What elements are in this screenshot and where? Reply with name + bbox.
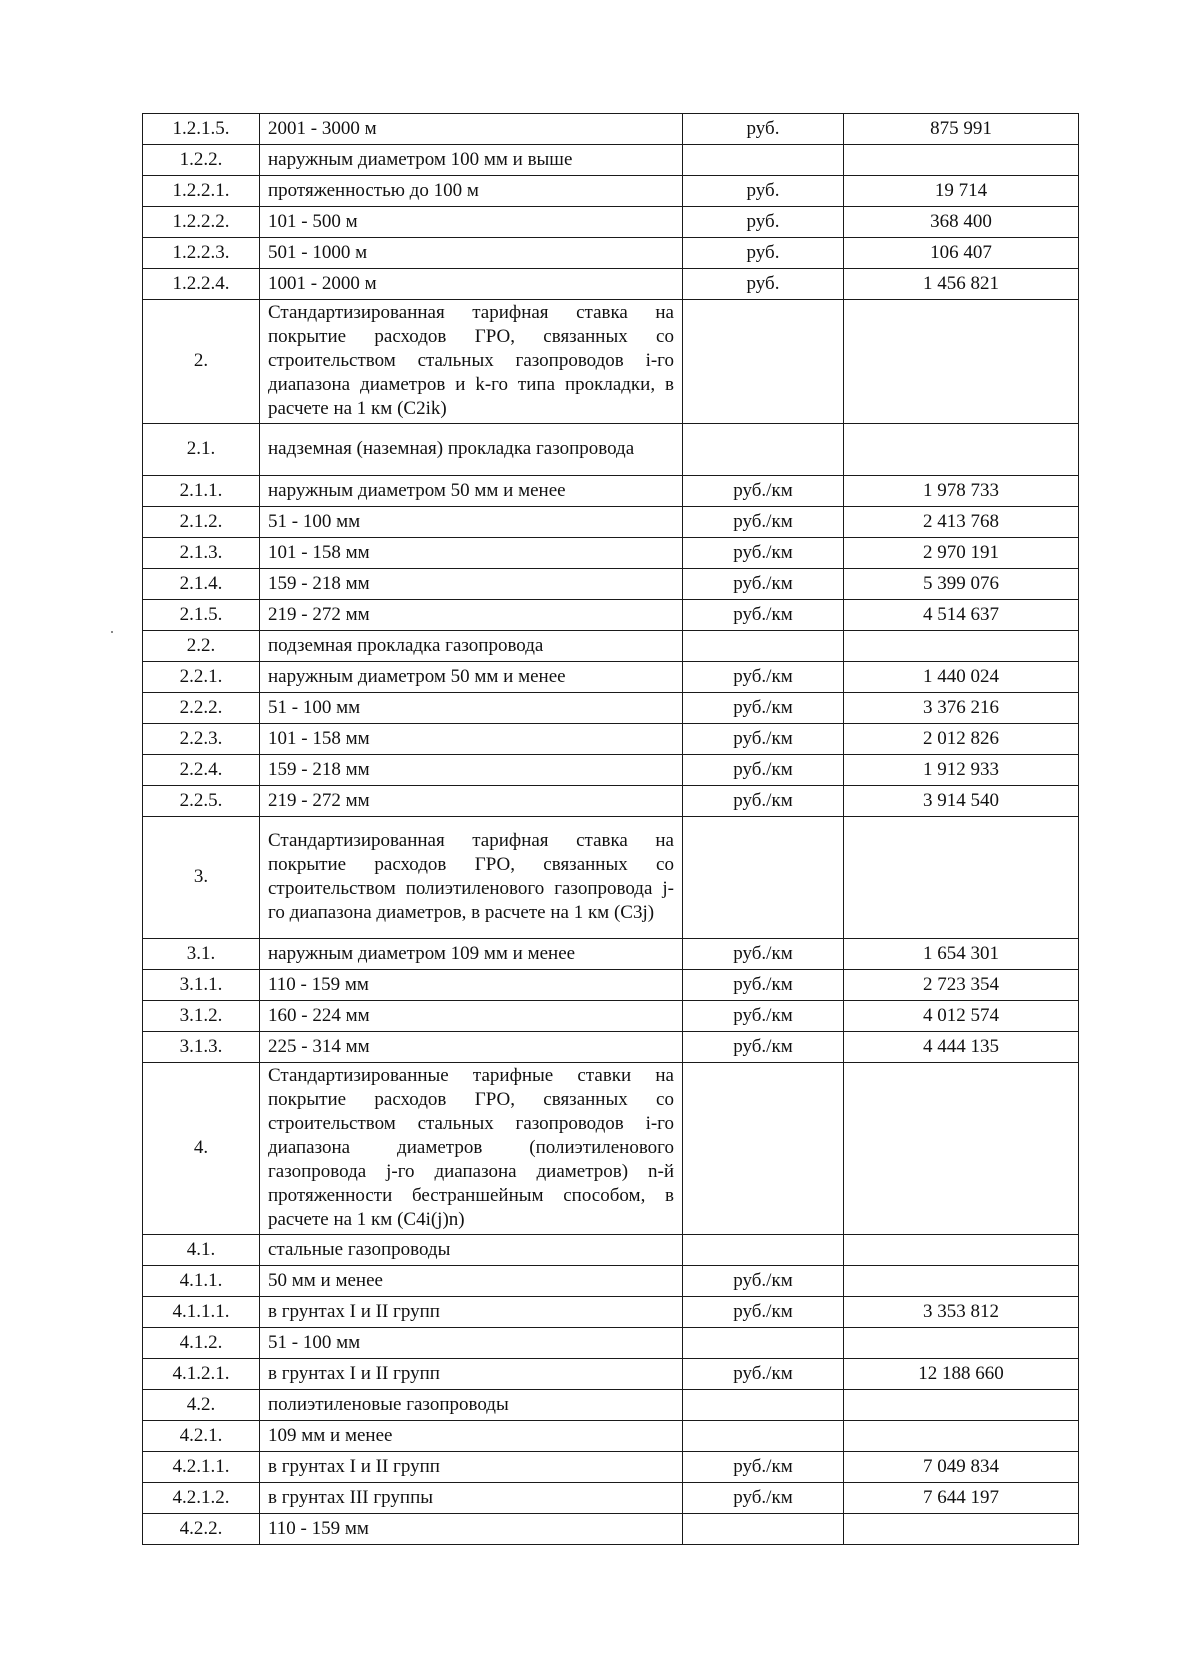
table-row bbox=[143, 1421, 1079, 1452]
row-value bbox=[844, 424, 1079, 476]
row-number: 4.2. bbox=[143, 1390, 260, 1421]
row-unit: руб. bbox=[683, 207, 844, 238]
row-value: 7 644 197 bbox=[844, 1483, 1079, 1514]
row-unit bbox=[683, 300, 844, 424]
row-unit bbox=[683, 1390, 844, 1421]
row-value: 3 376 216 bbox=[844, 693, 1079, 724]
row-description: 110 - 159 мм bbox=[260, 1514, 683, 1545]
row-description: 2001 - 3000 м bbox=[260, 114, 683, 145]
row-number: 2.1.5. bbox=[143, 600, 260, 631]
row-number: 3.1.2. bbox=[143, 1001, 260, 1032]
row-value: 3 353 812 bbox=[844, 1297, 1079, 1328]
row-value bbox=[844, 631, 1079, 662]
row-unit: руб./км bbox=[683, 939, 844, 970]
table-row bbox=[143, 1001, 1079, 1032]
tariff-rates-table bbox=[142, 113, 1079, 1545]
table-row bbox=[143, 817, 1079, 939]
row-unit: руб. bbox=[683, 114, 844, 145]
table-row bbox=[143, 939, 1079, 970]
row-value bbox=[844, 1266, 1079, 1297]
row-description: 101 - 500 м bbox=[260, 207, 683, 238]
row-description: 159 - 218 мм bbox=[260, 755, 683, 786]
row-description: 51 - 100 мм bbox=[260, 693, 683, 724]
row-value: 12 188 660 bbox=[844, 1359, 1079, 1390]
row-description: Стандартизированная тарифная ставка на покрытие расходов ГРО, связанных со строительством стальных газопроводов i-го диапазона диаметров и k-го типа прокладки, в расчете на 1 км (C2ik) bbox=[260, 300, 683, 424]
row-value bbox=[844, 145, 1079, 176]
row-value: 19 714 bbox=[844, 176, 1079, 207]
row-value bbox=[844, 1390, 1079, 1421]
row-number: 1.2.2.2. bbox=[143, 207, 260, 238]
row-unit: руб./км bbox=[683, 1001, 844, 1032]
row-description: наружным диаметром 50 мм и менее bbox=[260, 662, 683, 693]
row-unit: руб./км bbox=[683, 662, 844, 693]
row-description: 160 - 224 мм bbox=[260, 1001, 683, 1032]
row-description: надземная (наземная) прокладка газопровода bbox=[260, 424, 683, 476]
row-value: 3 914 540 bbox=[844, 786, 1079, 817]
row-unit: руб./км bbox=[683, 1483, 844, 1514]
row-number: 4. bbox=[143, 1063, 260, 1235]
row-number: 1.2.2.4. bbox=[143, 269, 260, 300]
row-unit: руб. bbox=[683, 269, 844, 300]
table-row bbox=[143, 1390, 1079, 1421]
table-row bbox=[143, 176, 1079, 207]
table-row bbox=[143, 1514, 1079, 1545]
row-unit: руб./км bbox=[683, 693, 844, 724]
row-unit: руб./км bbox=[683, 1359, 844, 1390]
row-value: 1 978 733 bbox=[844, 476, 1079, 507]
table-row bbox=[143, 1235, 1079, 1266]
table-row bbox=[143, 1063, 1079, 1235]
row-unit: руб./км bbox=[683, 1297, 844, 1328]
row-unit: руб./км bbox=[683, 476, 844, 507]
row-unit: руб./км bbox=[683, 569, 844, 600]
row-value bbox=[844, 300, 1079, 424]
row-value bbox=[844, 1514, 1079, 1545]
table-row bbox=[143, 631, 1079, 662]
row-number: 2.2.2. bbox=[143, 693, 260, 724]
table-row bbox=[143, 1266, 1079, 1297]
row-description: 159 - 218 мм bbox=[260, 569, 683, 600]
row-description: наружным диаметром 100 мм и выше bbox=[260, 145, 683, 176]
row-number: 3.1. bbox=[143, 939, 260, 970]
row-description: 51 - 100 мм bbox=[260, 1328, 683, 1359]
row-unit bbox=[683, 145, 844, 176]
row-number: 2.2. bbox=[143, 631, 260, 662]
table-row bbox=[143, 693, 1079, 724]
row-number: 2. bbox=[143, 300, 260, 424]
table-row bbox=[143, 1297, 1079, 1328]
row-value bbox=[844, 1421, 1079, 1452]
row-number: 4.1.1.1. bbox=[143, 1297, 260, 1328]
row-description: подземная прокладка газопровода bbox=[260, 631, 683, 662]
row-unit: руб. bbox=[683, 238, 844, 269]
row-unit: руб./км bbox=[683, 1266, 844, 1297]
row-number: 4.1. bbox=[143, 1235, 260, 1266]
table-row bbox=[143, 1452, 1079, 1483]
row-number: 2.1.3. bbox=[143, 538, 260, 569]
table-row bbox=[143, 569, 1079, 600]
row-value: 2 012 826 bbox=[844, 724, 1079, 755]
row-description: в грунтах I и II групп bbox=[260, 1452, 683, 1483]
row-value: 1 440 024 bbox=[844, 662, 1079, 693]
row-description: 110 - 159 мм bbox=[260, 970, 683, 1001]
table-row bbox=[143, 1032, 1079, 1063]
row-description: протяженностью до 100 м bbox=[260, 176, 683, 207]
table-row bbox=[143, 600, 1079, 631]
row-number: 3. bbox=[143, 817, 260, 939]
row-value: 2 413 768 bbox=[844, 507, 1079, 538]
row-description: 1001 - 2000 м bbox=[260, 269, 683, 300]
row-unit bbox=[683, 1514, 844, 1545]
row-value: 1 456 821 bbox=[844, 269, 1079, 300]
row-value: 7 049 834 bbox=[844, 1452, 1079, 1483]
row-number: 4.1.2.1. bbox=[143, 1359, 260, 1390]
row-description: 219 - 272 мм bbox=[260, 600, 683, 631]
row-description: Стандартизированная тарифная ставка на покрытие расходов ГРО, связанных со строительством полиэтиленового газопровода j-го диапазона диаметров, в расчете на 1 км (C3j) bbox=[260, 817, 683, 939]
row-number: 2.1.1. bbox=[143, 476, 260, 507]
table-row bbox=[143, 145, 1079, 176]
table-row bbox=[143, 786, 1079, 817]
row-value: 106 407 bbox=[844, 238, 1079, 269]
row-description: наружным диаметром 109 мм и менее bbox=[260, 939, 683, 970]
row-description: 225 - 314 мм bbox=[260, 1032, 683, 1063]
row-number: 1.2.1.5. bbox=[143, 114, 260, 145]
row-number: 3.1.1. bbox=[143, 970, 260, 1001]
row-value: 4 444 135 bbox=[844, 1032, 1079, 1063]
row-unit: руб./км bbox=[683, 507, 844, 538]
row-value: 4 514 637 bbox=[844, 600, 1079, 631]
row-value: 5 399 076 bbox=[844, 569, 1079, 600]
row-unit bbox=[683, 817, 844, 939]
row-value bbox=[844, 1235, 1079, 1266]
row-description: Стандартизированные тарифные ставки на покрытие расходов ГРО, связанных со строительством стальных газопроводов i-го диапазона диаметров (полиэтиленового газопровода j-го диапазона диаметров) n-й протяженности бестраншейным способом, в расчете на 1 км (C4i(j)n) bbox=[260, 1063, 683, 1235]
row-number: 2.1. bbox=[143, 424, 260, 476]
row-value bbox=[844, 1063, 1079, 1235]
row-value: 1 654 301 bbox=[844, 939, 1079, 970]
table-row bbox=[143, 238, 1079, 269]
table-row bbox=[143, 424, 1079, 476]
table-row bbox=[143, 970, 1079, 1001]
row-number: 2.1.2. bbox=[143, 507, 260, 538]
row-unit: руб./км bbox=[683, 1452, 844, 1483]
table-row bbox=[143, 662, 1079, 693]
row-unit: руб./км bbox=[683, 970, 844, 1001]
row-number: 4.2.1. bbox=[143, 1421, 260, 1452]
row-unit bbox=[683, 631, 844, 662]
row-description: 51 - 100 мм bbox=[260, 507, 683, 538]
table-row bbox=[143, 207, 1079, 238]
row-unit: руб./км bbox=[683, 724, 844, 755]
row-value: 2 970 191 bbox=[844, 538, 1079, 569]
table-row bbox=[143, 476, 1079, 507]
row-description: 501 - 1000 м bbox=[260, 238, 683, 269]
table-row bbox=[143, 300, 1079, 424]
row-description: 101 - 158 мм bbox=[260, 724, 683, 755]
row-number: 4.1.1. bbox=[143, 1266, 260, 1297]
row-value: 4 012 574 bbox=[844, 1001, 1079, 1032]
row-number: 2.2.4. bbox=[143, 755, 260, 786]
row-unit: руб./км bbox=[683, 538, 844, 569]
row-unit: руб./км bbox=[683, 755, 844, 786]
row-unit: руб./км bbox=[683, 786, 844, 817]
row-number: 3.1.3. bbox=[143, 1032, 260, 1063]
row-description: 101 - 158 мм bbox=[260, 538, 683, 569]
row-description: 109 мм и менее bbox=[260, 1421, 683, 1452]
table-row bbox=[143, 1328, 1079, 1359]
row-number: 4.2.1.1. bbox=[143, 1452, 260, 1483]
row-number: 1.2.2.1. bbox=[143, 176, 260, 207]
row-number: 1.2.2.3. bbox=[143, 238, 260, 269]
row-unit bbox=[683, 1235, 844, 1266]
table-row bbox=[143, 1483, 1079, 1514]
row-value bbox=[844, 1328, 1079, 1359]
row-description: 50 мм и менее bbox=[260, 1266, 683, 1297]
row-value bbox=[844, 817, 1079, 939]
row-number: 2.1.4. bbox=[143, 569, 260, 600]
row-unit bbox=[683, 1328, 844, 1359]
row-description: полиэтиленовые газопроводы bbox=[260, 1390, 683, 1421]
row-description: стальные газопроводы bbox=[260, 1235, 683, 1266]
table-row bbox=[143, 724, 1079, 755]
row-unit bbox=[683, 1063, 844, 1235]
scan-speck bbox=[111, 631, 113, 633]
row-value: 1 912 933 bbox=[844, 755, 1079, 786]
row-description: в грунтах I и II групп bbox=[260, 1297, 683, 1328]
row-value: 368 400 bbox=[844, 207, 1079, 238]
row-unit: руб./км bbox=[683, 1032, 844, 1063]
table-row bbox=[143, 538, 1079, 569]
row-unit bbox=[683, 424, 844, 476]
row-unit: руб. bbox=[683, 176, 844, 207]
table-row bbox=[143, 507, 1079, 538]
row-unit: руб./км bbox=[683, 600, 844, 631]
row-number: 1.2.2. bbox=[143, 145, 260, 176]
row-unit bbox=[683, 1421, 844, 1452]
row-description: наружным диаметром 50 мм и менее bbox=[260, 476, 683, 507]
table-row bbox=[143, 269, 1079, 300]
row-number: 4.1.2. bbox=[143, 1328, 260, 1359]
row-value: 875 991 bbox=[844, 114, 1079, 145]
row-description: 219 - 272 мм bbox=[260, 786, 683, 817]
row-number: 2.2.1. bbox=[143, 662, 260, 693]
row-number: 4.2.1.2. bbox=[143, 1483, 260, 1514]
row-number: 2.2.3. bbox=[143, 724, 260, 755]
table-row bbox=[143, 1359, 1079, 1390]
table-row bbox=[143, 755, 1079, 786]
table-body bbox=[143, 114, 1079, 1545]
row-description: в грунтах III группы bbox=[260, 1483, 683, 1514]
row-number: 4.2.2. bbox=[143, 1514, 260, 1545]
table-row bbox=[143, 114, 1079, 145]
row-value: 2 723 354 bbox=[844, 970, 1079, 1001]
row-number: 2.2.5. bbox=[143, 786, 260, 817]
row-description: в грунтах I и II групп bbox=[260, 1359, 683, 1390]
